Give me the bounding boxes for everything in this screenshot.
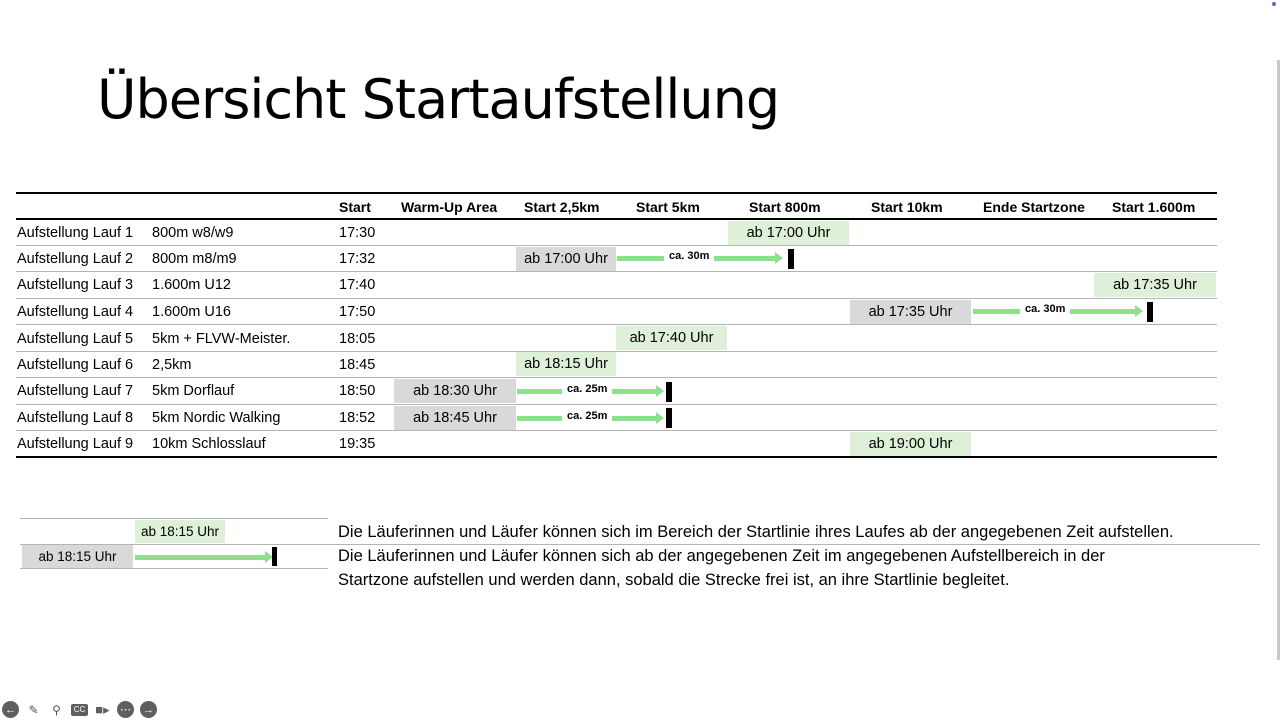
row-label: Aufstellung Lauf 5 — [17, 331, 134, 347]
notification-dot — [1272, 2, 1276, 6]
header-start-1600m: Start 1.600m — [1112, 199, 1196, 215]
arrow-distance-label: ca. 25m — [562, 410, 612, 422]
row-event: 10km Schlosslauf — [152, 436, 266, 452]
row-event: 5km Dorflauf — [152, 383, 235, 399]
time-box-green: ab 17:40 Uhr — [616, 326, 727, 350]
legend-rule — [20, 568, 328, 569]
row-event: 1.600m U12 — [152, 277, 231, 293]
row-event: 2,5km — [152, 357, 192, 373]
time-box-gray: ab 18:45 Uhr — [394, 406, 516, 430]
pen-icon[interactable]: ✎ — [28, 702, 39, 717]
time-box-green: ab 17:35 Uhr — [1094, 273, 1216, 297]
table-bottom-rule — [16, 456, 1217, 458]
row-start-time: 17:40 — [339, 277, 376, 293]
arrow-distance-label: ca. 30m — [1020, 303, 1070, 315]
table-top-rule — [16, 192, 1217, 194]
back-icon[interactable]: ← — [2, 701, 19, 718]
time-box-gray: ab 17:35 Uhr — [850, 300, 971, 324]
forward-icon[interactable]: → — [140, 701, 157, 718]
legend-green-box: ab 18:15 Uhr — [135, 520, 225, 543]
row-label: Aufstellung Lauf 3 — [17, 277, 134, 293]
row-rule — [16, 271, 1217, 272]
row-rule — [16, 298, 1217, 299]
zoom-icon[interactable]: ⚲ — [52, 702, 61, 717]
row-event: 1.600m U16 — [152, 304, 231, 320]
row-event: 5km + FLVW-Meister. — [152, 331, 291, 347]
time-box-gray: ab 17:00 Uhr — [516, 247, 616, 271]
time-box-gray: ab 18:30 Uhr — [394, 379, 516, 403]
row-start-time: 18:05 — [339, 331, 376, 347]
row-label: Aufstellung Lauf 6 — [17, 357, 134, 373]
legend-text-gray-line1: Die Läuferinnen und Läufer können sich ab der angegebenen Zeit im angegebenen Aufstellbereich in der — [338, 547, 1105, 565]
row-start-time: 19:35 — [339, 436, 376, 452]
row-rule — [16, 404, 1217, 405]
header-start-10km: Start 10km — [871, 199, 943, 215]
arrow-indicator — [617, 247, 783, 269]
arrow-distance-label: ca. 25m — [562, 383, 612, 395]
legend-arrow — [135, 546, 273, 568]
legend-start-line-marker — [272, 547, 277, 566]
row-label: Aufstellung Lauf 1 — [17, 225, 134, 241]
start-line-marker — [1147, 302, 1153, 322]
row-label: Aufstellung Lauf 8 — [17, 410, 134, 426]
header-ende-startzone: Ende Startzone — [983, 199, 1085, 215]
start-line-marker — [666, 382, 672, 402]
row-start-time: 17:32 — [339, 251, 376, 267]
arrow-indicator — [517, 380, 664, 402]
row-event: 5km Nordic Walking — [152, 410, 281, 426]
captions-icon[interactable]: CC — [71, 704, 88, 716]
row-event: 800m m8/m9 — [152, 251, 237, 267]
row-rule — [16, 377, 1217, 378]
presentation-toolbar — [2, 701, 157, 718]
row-start-time: 18:45 — [339, 357, 376, 373]
legend-text-gray-line2: Startzone aufstellen und werden dann, sobald die Strecke frei ist, an ihre Startlinie begleitet. — [338, 571, 1010, 589]
row-rule — [16, 351, 1217, 352]
header-start-5km: Start 5km — [636, 199, 700, 215]
row-label: Aufstellung Lauf 9 — [17, 436, 134, 452]
slide-title: Übersicht Startaufstellung — [97, 68, 780, 131]
video-icon[interactable]: ■▸ — [95, 701, 110, 717]
header-rule — [16, 218, 1217, 220]
header-start-2-5km: Start 2,5km — [524, 199, 600, 215]
row-start-time: 17:50 — [339, 304, 376, 320]
time-box-green: ab 17:00 Uhr — [728, 221, 849, 245]
header-start: Start — [339, 199, 371, 215]
arrow-indicator — [973, 300, 1143, 322]
row-label: Aufstellung Lauf 2 — [17, 251, 134, 267]
arrow-indicator — [517, 407, 664, 429]
row-label: Aufstellung Lauf 7 — [17, 383, 134, 399]
row-event: 800m w8/w9 — [152, 225, 234, 241]
legend-rule — [20, 518, 328, 519]
start-line-marker — [788, 249, 794, 269]
time-box-green: ab 19:00 Uhr — [850, 432, 971, 456]
time-box-green: ab 18:15 Uhr — [516, 352, 616, 376]
row-start-time: 18:52 — [339, 410, 376, 426]
header-start-800m: Start 800m — [749, 199, 821, 215]
start-line-marker — [666, 408, 672, 428]
header-warmup: Warm-Up Area — [401, 199, 498, 215]
legend-text-green: Die Läuferinnen und Läufer können sich im Bereich der Startlinie ihres Laufes ab der angegebenen Zeit aufstellen. — [338, 523, 1174, 541]
row-rule — [16, 430, 1217, 431]
arrow-distance-label: ca. 30m — [664, 250, 714, 262]
more-icon[interactable]: ⋯ — [117, 701, 134, 718]
row-rule — [16, 324, 1217, 325]
row-start-time: 18:50 — [339, 383, 376, 399]
row-rule — [16, 245, 1217, 246]
legend-gray-box: ab 18:15 Uhr — [22, 545, 133, 568]
row-label: Aufstellung Lauf 4 — [17, 304, 134, 320]
row-start-time: 17:30 — [339, 225, 376, 241]
